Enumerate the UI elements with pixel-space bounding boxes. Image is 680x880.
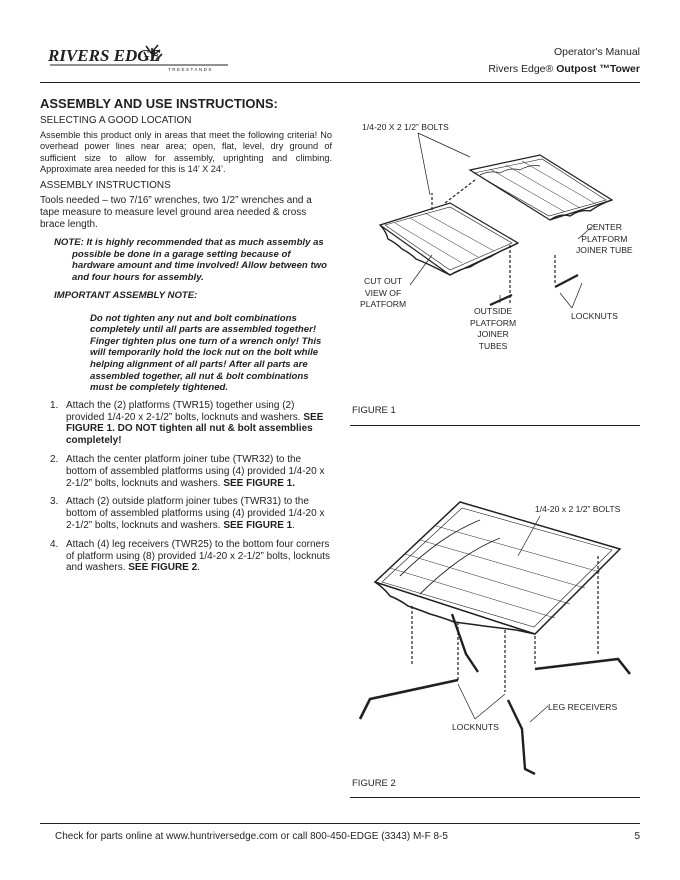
step-item: [40, 539, 332, 574]
step-text: Attach (4) leg receivers (TWR25) to the bottom four corners of platform using (8) provided 1/4-20 x 2-1/2” bolts, locknuts and washers.: [66, 538, 331, 574]
footer-divider: [40, 823, 640, 824]
fig1-bolts-callout: 1/4-20 X 2 1/2” BOLTS: [362, 122, 449, 132]
callout-line: PLATFORM: [470, 317, 517, 328]
fig1-locknuts-callout: LOCKNUTS: [571, 311, 618, 321]
fig2-leg-receivers-callout: LEG RECEIVERS: [548, 702, 618, 712]
header-divider: [40, 82, 640, 83]
step-text: Attach the (2) platforms (TWR15) together using (2) provided 1/4-20 x 2-1/2” bolts, locknuts and washers.: [66, 399, 304, 423]
callout-line: OUTSIDE: [473, 306, 513, 316]
step-number: 2.: [50, 453, 59, 465]
step-text: Attach the center platform joiner tube (TWR32) to the bottom of assembled platforms using (4) provided 1/4-20 x 2-1/2” bolts, locknuts and washers.: [66, 453, 325, 489]
figure-2-drawing: [350, 494, 640, 784]
figure-2-divider: [350, 797, 640, 798]
callout-line: VIEW OF: [364, 287, 402, 298]
step-number: 3.: [50, 496, 59, 508]
important-note-text: Do not tighten any nut and bolt combinations completely until all parts are assembled together! Finger tighten plus one turn of a wrench only! This will temporarily hold the lock nut on the bolt while helping alignment of all parts! After all parts are assembled together, all nut & bolt combinations must be completely tightened.: [90, 312, 322, 394]
brand-logo: [48, 42, 238, 72]
brand-logo-sub: TREESTANDS: [168, 67, 213, 72]
step-reference: SEE FIGURE 1: [223, 519, 293, 531]
callout-line: JOINER: [477, 329, 509, 339]
callout-line: CUT OUT: [364, 276, 403, 286]
assembly-heading: ASSEMBLY INSTRUCTIONS: [40, 179, 171, 191]
callout-line: PLATFORM: [360, 299, 407, 309]
manual-label: Operator's Manual: [553, 46, 640, 58]
callout-line: PLATFORM: [581, 233, 628, 244]
callout-line: TUBES: [478, 340, 508, 351]
assembly-note: NOTE: It is highly recommended that as much assembly as possible be done in a garage setting because of hardware amount and time involved! Allow between two and four hours for assembly.: [54, 237, 327, 284]
step-tail: .: [292, 519, 295, 531]
selecting-heading: SELECTING A GOOD LOCATION: [40, 115, 192, 126]
step-tail: .: [197, 562, 200, 574]
step-item: [40, 454, 332, 489]
product-name: Outpost ™Tower: [556, 63, 640, 75]
figure-1-divider: [350, 425, 640, 426]
step-item: [40, 400, 332, 447]
selecting-text: Assemble this product only in areas that meet the following criteria! No overhead power lines near area; open, flat, level, dry ground of sufficient size to allow for assembly, uprighting and climbing. Approximate area needed for this is 14’ X 24’.: [40, 130, 332, 175]
tools-text: Tools needed – two 7/16” wrenches, two 1/2” wrenches and a tape measure to measure level ground area needed & cross brace length.: [40, 194, 312, 231]
page-number: 5: [634, 831, 640, 842]
brand-logo-text: RIVERS EDGE: [48, 46, 161, 65]
product-prefix: Rivers Edge®: [488, 63, 557, 75]
step-reference: SEE FIGURE 1.: [223, 477, 295, 489]
callout-line: CENTER: [586, 222, 622, 232]
figure-2-label: FIGURE 2: [352, 778, 396, 789]
step-number: 4.: [50, 538, 59, 550]
callout-line: JOINER TUBE: [576, 245, 633, 255]
important-note-title: IMPORTANT ASSEMBLY NOTE:: [54, 289, 198, 301]
step-text: Attach (2) outside platform joiner tubes (TWR31) to the bottom of assembled platforms using (4) provided 1/4-20 x 2-1/2” bolts, locknuts and washers.: [66, 496, 325, 531]
fig1-cutout-callout: [360, 276, 406, 311]
section-title: ASSEMBLY AND USE INSTRUCTIONS:: [40, 96, 278, 111]
step-item: [40, 496, 332, 531]
fig2-locknuts-callout: LOCKNUTS: [452, 722, 499, 732]
footer-contact: Check for parts online at www.huntriversedge.com or call 800-450-EDGE (3343) M-F 8-5: [55, 831, 448, 842]
figure-1-drawing: [350, 115, 640, 415]
instructions-column: [40, 96, 332, 581]
fig1-center-joiner-callout: [576, 222, 633, 257]
figure-1-label: FIGURE 1: [352, 405, 396, 416]
step-reference: SEE FIGURE 2: [128, 562, 198, 574]
step-number: 1.: [50, 399, 59, 411]
header-info: [488, 44, 640, 78]
assembly-steps: [40, 400, 332, 574]
product-line: [488, 61, 640, 78]
fig1-outside-joiner-callout: [470, 306, 516, 352]
step-reference: SEE FIGURE 1. DO NOT tighten all nut & bolt assemblies completely!: [66, 411, 324, 447]
fig2-bolts-callout: 1/4-20 x 2 1/2” BOLTS: [535, 504, 621, 514]
